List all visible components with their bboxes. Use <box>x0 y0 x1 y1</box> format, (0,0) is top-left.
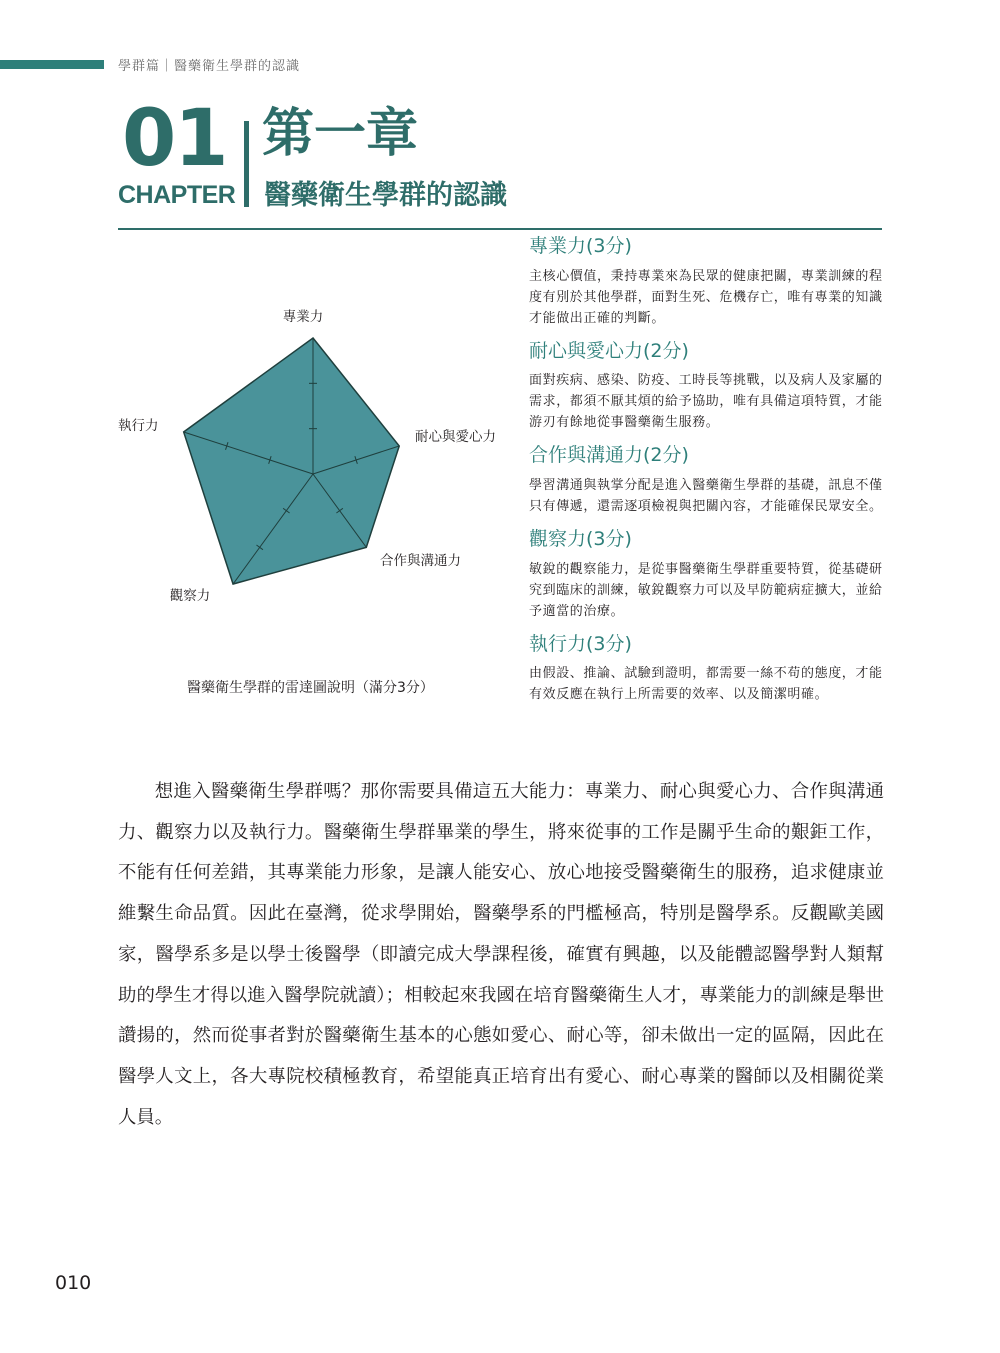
page-number: 010 <box>55 1272 92 1294</box>
ability-description: 學習溝通與執掌分配是進入醫藥衛生學群的基礎，訊息不僅只有傳遞，還需逐項檢視與把關內容，才能確保民眾安全。 <box>529 478 883 515</box>
ability-list <box>529 234 889 715</box>
ability-item <box>529 527 889 622</box>
ability-description: 面對疾病、感染、防疫、工時長等挑戰，以及病人及家屬的需求，都須不厭其煩的給予協助，唯有具備這項特質，才能游刃有餘地從事醫藥衛生服務。 <box>529 373 883 431</box>
radar-area <box>184 338 400 584</box>
radar-axis-label: 觀察力 <box>169 588 211 604</box>
chapter-title: 第一章 <box>262 104 419 164</box>
chapter-subtitle: 醫藥衛生學群的認識 <box>264 180 507 211</box>
ability-title: 執行力(3分) <box>529 632 632 655</box>
ability-item <box>529 234 889 329</box>
radar-chart <box>110 290 510 620</box>
chapter-divider <box>244 121 249 207</box>
header-accent-bar <box>0 60 104 69</box>
radar-axis-label: 耐心與愛心力 <box>415 429 496 445</box>
header-rule <box>118 228 882 230</box>
radar-axis-label: 專業力 <box>282 309 324 325</box>
radar-chart-title: 醫藥衛生學群的雷達圖說明（滿分3分） <box>187 680 434 696</box>
breadcrumb: 學群篇｜醫藥衛生學群的認識 <box>118 59 301 74</box>
ability-title: 合作與溝通力(2分) <box>529 444 689 467</box>
ability-item <box>529 339 889 434</box>
radar-axis-label: 執行力 <box>118 418 159 434</box>
ability-description: 敏銳的觀察能力，是從事醫藥衛生學群重要特質，從基礎研究到臨床的訓練，敏銳觀察力可以及早防範病症擴大，並給予適當的治療。 <box>529 561 883 619</box>
ability-description: 由假設、推論、試驗到證明，都需要一絲不苟的態度，才能有效反應在執行上所需要的效率、以及簡潔明確。 <box>529 666 883 703</box>
ability-item <box>529 632 889 706</box>
ability-title: 觀察力(3分) <box>529 528 632 551</box>
radar-axis-label: 合作與溝通力 <box>380 553 461 569</box>
ability-description: 主核心價值，秉持專業來為民眾的健康把關，專業訓練的程度有別於其他學群，面對生死、危機存亡，唯有專業的知識才能做出正確的判斷。 <box>529 268 883 326</box>
ability-title: 耐心與愛心力(2分) <box>529 339 689 362</box>
ability-item <box>529 443 889 517</box>
chapter-label: CHAPTER <box>118 181 236 209</box>
chapter-number: 01 <box>122 94 227 184</box>
body-paragraph: 想進入醫藥衛生學群嗎？那你需要具備這五大能力：專業力、耐心與愛心力、合作與溝通力、觀察力以及執行力。醫藥衛生學群畢業的學生，將來從事的工作是關乎生命的艱鉅工作，不能有任何差錯，其專業能力形象，是讓人能安心、放心地接受醫藥衛生的服務，追求健康並維繫生命品質。因此在臺灣，從求學開始，醫藥學系的門檻極高，特別是醫學系。反觀歐美國家，醫學系多是以學士後醫學（即讀完成大學課程後，確實有興趣，以及能體認醫學對人類幫助的學生才得以進入醫學院就讀）；相較起來我國在培育醫藥衛生人才，專業能力的訓練是舉世讚揚的，然而從事者對於醫藥衛生基本的心態如愛心、耐心等，卻未做出一定的區隔，因此在醫學人文上，各大專院校積極教育，希望能真正培育出有愛心、耐心專業的醫師以及相關從業人員。 <box>118 781 884 1128</box>
ability-title: 專業力(3分) <box>529 235 632 257</box>
